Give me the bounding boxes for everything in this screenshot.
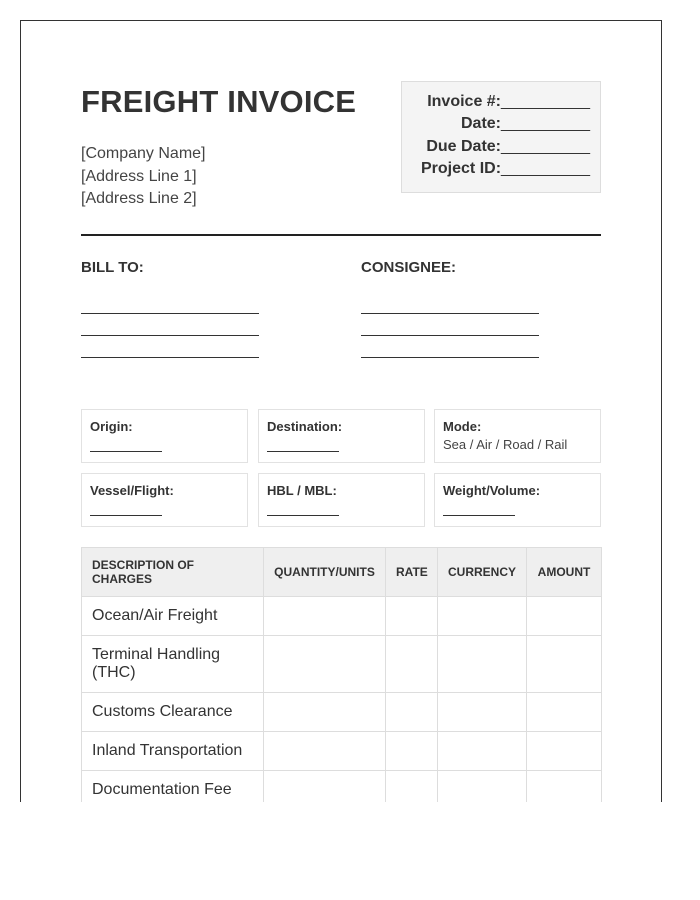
date-row [461,115,590,133]
vessel-flight-label: Vessel/Flight: [90,483,174,498]
hbl-mbl-label: HBL / MBL: [267,483,337,498]
bill-to-title: BILL TO: [81,259,144,276]
consignee-line-1[interactable] [361,313,539,314]
due-date-blank[interactable]: __________ [501,138,590,155]
mode-options: Sea / Air / Road / Rail [443,437,568,452]
consignee-title: CONSIGNEE: [361,259,457,276]
col-quantity-header: QUANTITY/UNITS [264,548,386,597]
mode-box[interactable] [434,409,601,463]
weight-volume-label: Weight/Volume: [443,483,541,498]
invoice-meta-box [401,81,601,193]
destination-box[interactable] [258,409,425,463]
company-name: [Company Name] [81,145,206,162]
row-quantity-cell[interactable] [264,771,386,803]
origin-box[interactable] [81,409,248,463]
table-row [82,597,602,636]
row-rate-cell[interactable] [386,732,438,771]
row-rate-cell[interactable] [386,636,438,693]
vessel-flight-blank-line [90,515,162,516]
row-quantity-cell[interactable] [264,636,386,693]
mode-label: Mode: [443,419,482,434]
row-description: Inland Transportation [82,732,264,771]
row-quantity-cell[interactable] [264,597,386,636]
table-row [82,636,602,693]
vessel-flight-box[interactable] [81,473,248,527]
row-description: Ocean/Air Freight [82,597,264,636]
consignee-line-3[interactable] [361,357,539,358]
project-id-blank[interactable]: __________ [501,160,590,177]
row-currency-cell[interactable] [438,693,527,732]
row-amount-cell[interactable] [527,693,602,732]
weight-volume-blank-line [443,515,515,516]
row-amount-cell[interactable] [527,732,602,771]
charges-table [81,547,602,802]
row-currency-cell[interactable] [438,597,527,636]
due-date-label: Due Date: [426,138,502,155]
bill-to-line-2[interactable] [81,335,259,336]
col-description-header: DESCRIPTION OF CHARGES [82,548,264,597]
destination-blank-line [267,451,339,452]
col-amount-header: AMOUNT [527,548,602,597]
date-label: Date: [461,115,502,132]
table-row [82,732,602,771]
row-currency-cell[interactable] [438,732,527,771]
col-currency-header: CURRENCY [438,548,527,597]
invoice-number-label: Invoice #: [427,93,502,110]
header-divider [81,234,601,236]
date-blank[interactable]: __________ [501,115,590,132]
hbl-mbl-box[interactable] [258,473,425,527]
row-amount-cell[interactable] [527,636,602,693]
row-description: Documentation Fee [82,771,264,803]
row-description: Terminal Handling (THC) [82,636,264,693]
address-line-1: [Address Line 1] [81,167,197,185]
bill-to-line-1[interactable] [81,313,259,314]
row-currency-cell[interactable] [438,771,527,803]
row-quantity-cell[interactable] [264,732,386,771]
origin-blank-line [90,451,162,452]
table-header-row [82,548,602,597]
col-rate-header: RATE [386,548,438,597]
row-currency-cell[interactable] [438,636,527,693]
bill-to-line-3[interactable] [81,357,259,358]
weight-volume-box[interactable] [434,473,601,527]
table-row [82,693,602,732]
destination-label: Destination: [267,419,343,434]
row-rate-cell[interactable] [386,597,438,636]
row-description: Customs Clearance [82,693,264,732]
project-id-row [421,160,590,178]
row-rate-cell[interactable] [386,771,438,803]
project-id-label: Project ID: [421,160,502,177]
invoice-number-row [427,93,590,111]
table-row [82,771,602,803]
invoice-title: FREIGHT INVOICE [81,84,357,119]
origin-label: Origin: [90,419,133,434]
row-rate-cell[interactable] [386,693,438,732]
row-amount-cell[interactable] [527,771,602,803]
hbl-mbl-blank-line [267,515,339,516]
invoice-number-blank[interactable]: __________ [501,93,590,110]
consignee-line-2[interactable] [361,335,539,336]
company-address-block [81,143,206,211]
address-line-2: [Address Line 2] [81,190,197,207]
row-amount-cell[interactable] [527,597,602,636]
due-date-row [426,138,590,156]
invoice-sheet [20,20,662,802]
row-quantity-cell[interactable] [264,693,386,732]
